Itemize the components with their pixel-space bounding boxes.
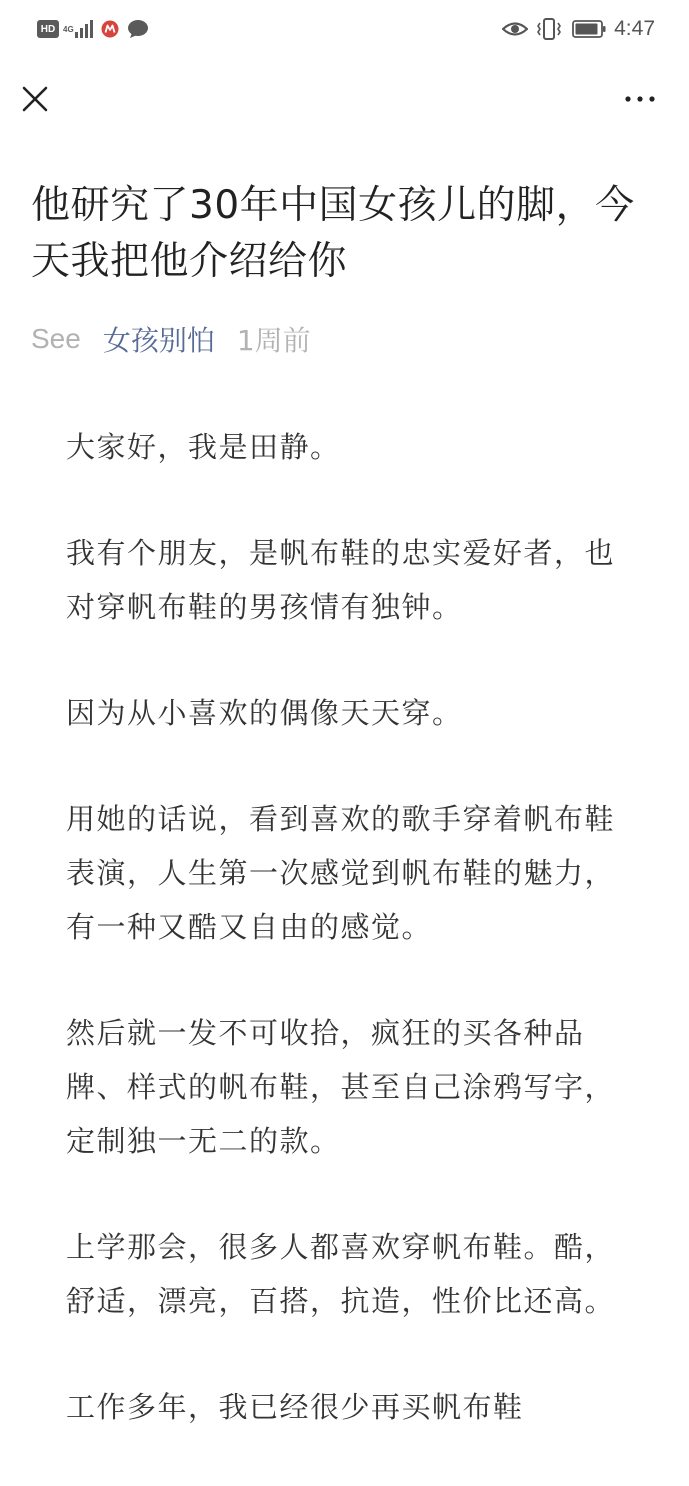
article-meta <box>31 317 311 361</box>
article-paragraph: 大家好，我是田静。 <box>66 430 341 464</box>
article-paragraph: 上学那会，很多人都喜欢穿帆布鞋。酷，舒适，漂亮，百搭，抗造，性价比还高。 <box>66 1230 616 1318</box>
status-bar-left <box>37 17 149 41</box>
status-time: 4:47 <box>614 17 655 40</box>
more-icon[interactable] <box>624 95 656 103</box>
eye-icon <box>502 19 528 39</box>
article-author: See <box>31 323 81 354</box>
battery-icon <box>572 20 606 38</box>
network-type-label: 4G <box>63 24 74 34</box>
article-paragraph: 用她的话说，看到喜欢的歌手穿着帆布鞋表演，人生第一次感觉到帆布鞋的魅力，有一种又酷又自由的感觉。 <box>66 802 616 944</box>
article-paragraph: 我有个朋友，是帆布鞋的忠实爱好者，也对穿帆布鞋的男孩情有独钟。 <box>66 536 616 624</box>
article-paragraph: 工作多年，我已经很少再买帆布鞋 <box>66 1390 524 1424</box>
article-paragraph: 因为从小喜欢的偶像天天穿。 <box>66 696 463 730</box>
article-paragraph: 然后就一发不可收拾，疯狂的买各种品牌、样式的帆布鞋，甚至自己涂鸦写字，定制独一无二的款。 <box>66 1016 616 1158</box>
bank-app-icon <box>101 20 119 38</box>
article-body <box>66 420 636 1486</box>
hd-badge: HD <box>37 20 59 38</box>
publish-time: 1周前 <box>236 324 311 357</box>
close-icon[interactable] <box>22 86 48 112</box>
signal-icon <box>75 20 93 38</box>
vibrate-icon <box>536 17 562 41</box>
account-name-link[interactable]: 女孩别怕 <box>102 324 215 357</box>
status-bar-right <box>502 15 655 43</box>
chat-icon <box>127 19 149 39</box>
status-bar <box>0 0 689 58</box>
article-title: 他研究了30年中国女孩儿的脚，今天我把他介绍给你 <box>31 183 635 284</box>
